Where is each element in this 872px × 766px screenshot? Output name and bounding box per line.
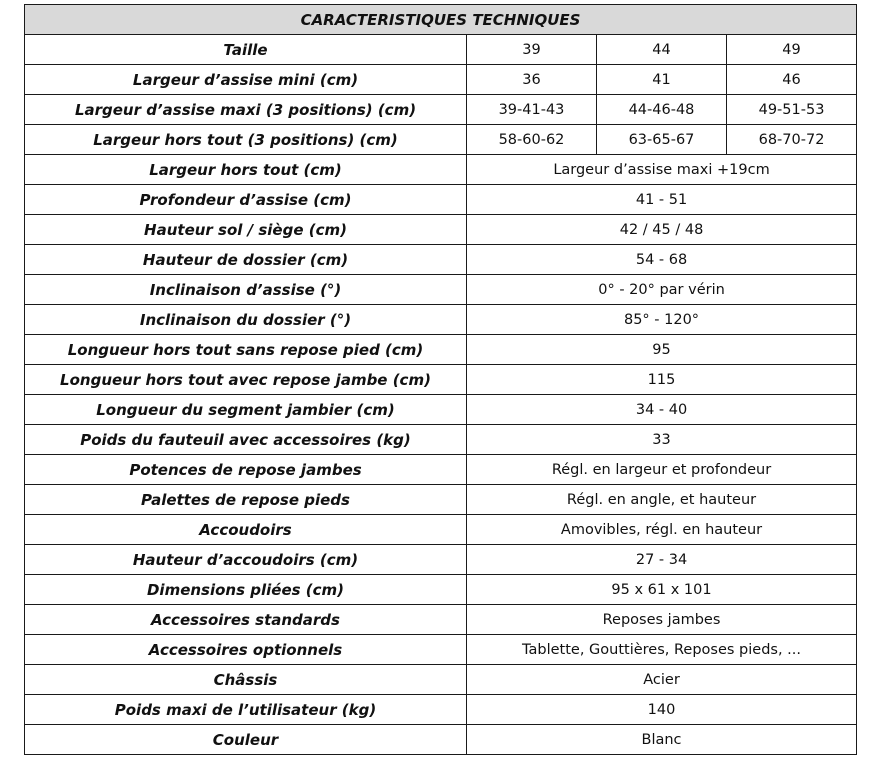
table-row: [25, 305, 857, 335]
row-value: Largeur d’assise maxi +19cm: [467, 155, 857, 185]
row-value: 85° - 120°: [467, 305, 857, 335]
row-label: Largeur hors tout (cm): [25, 155, 467, 185]
row-value: 33: [467, 425, 857, 455]
size-value: 44-46-48: [597, 95, 727, 125]
row-label: Accessoires optionnels: [25, 635, 467, 665]
spec-table: [24, 4, 857, 755]
table-row: [25, 65, 857, 95]
row-value: 54 - 68: [467, 245, 857, 275]
row-label: Potences de repose jambes: [25, 455, 467, 485]
row-value: 0° - 20° par vérin: [467, 275, 857, 305]
table-row: [25, 605, 857, 635]
table-row: [25, 35, 857, 65]
row-value: Reposes jambes: [467, 605, 857, 635]
table-row: [25, 215, 857, 245]
table-row: [25, 635, 857, 665]
table-row: [25, 185, 857, 215]
table-row: [25, 125, 857, 155]
size-value: 49-51-53: [727, 95, 857, 125]
table-row: [25, 665, 857, 695]
row-label: Palettes de repose pieds: [25, 485, 467, 515]
table-row: [25, 425, 857, 455]
row-value: Blanc: [467, 725, 857, 755]
row-label: Longueur du segment jambier (cm): [25, 395, 467, 425]
size-value: 36: [467, 65, 597, 95]
row-value: 140: [467, 695, 857, 725]
size-value: 39-41-43: [467, 95, 597, 125]
row-value: 34 - 40: [467, 395, 857, 425]
row-value: Amovibles, régl. en hauteur: [467, 515, 857, 545]
row-label: Hauteur sol / siège (cm): [25, 215, 467, 245]
table-row: [25, 485, 857, 515]
size-value: 68-70-72: [727, 125, 857, 155]
row-label: Profondeur d’assise (cm): [25, 185, 467, 215]
row-value: Régl. en angle, et hauteur: [467, 485, 857, 515]
table-row: [25, 545, 857, 575]
row-label: Largeur hors tout (3 positions) (cm): [25, 125, 467, 155]
row-label: Accessoires standards: [25, 605, 467, 635]
table-row: [25, 455, 857, 485]
row-label: Largeur d’assise mini (cm): [25, 65, 467, 95]
table-row: [25, 575, 857, 605]
row-label: Poids du fauteuil avec accessoires (kg): [25, 425, 467, 455]
row-value: 95: [467, 335, 857, 365]
table-row: [25, 395, 857, 425]
table-title: CARACTERISTIQUES TECHNIQUES: [25, 5, 857, 35]
row-value: 95 x 61 x 101: [467, 575, 857, 605]
row-value: 42 / 45 / 48: [467, 215, 857, 245]
row-label: Inclinaison d’assise (°): [25, 275, 467, 305]
size-value: 44: [597, 35, 727, 65]
row-label: Longueur hors tout avec repose jambe (cm): [25, 365, 467, 395]
table-row: [25, 515, 857, 545]
row-label: Poids maxi de l’utilisateur (kg): [25, 695, 467, 725]
row-value: 41 - 51: [467, 185, 857, 215]
table-row: [25, 365, 857, 395]
row-label: Châssis: [25, 665, 467, 695]
table-row: [25, 95, 857, 125]
row-label: Hauteur de dossier (cm): [25, 245, 467, 275]
table-header-row: [25, 5, 857, 35]
row-label: Taille: [25, 35, 467, 65]
row-label: Couleur: [25, 725, 467, 755]
size-value: 41: [597, 65, 727, 95]
row-label: Hauteur d’accoudoirs (cm): [25, 545, 467, 575]
table-row: [25, 335, 857, 365]
table-row: [25, 245, 857, 275]
size-value: 63-65-67: [597, 125, 727, 155]
size-value: 39: [467, 35, 597, 65]
row-label: Accoudoirs: [25, 515, 467, 545]
row-value: 115: [467, 365, 857, 395]
row-label: Longueur hors tout sans repose pied (cm): [25, 335, 467, 365]
row-value: Régl. en largeur et profondeur: [467, 455, 857, 485]
size-value: 49: [727, 35, 857, 65]
size-value: 58-60-62: [467, 125, 597, 155]
row-label: Inclinaison du dossier (°): [25, 305, 467, 335]
row-value: Tablette, Gouttières, Reposes pieds, ...: [467, 635, 857, 665]
table-row: [25, 695, 857, 725]
table-row: [25, 275, 857, 305]
row-value: Acier: [467, 665, 857, 695]
row-label: Largeur d’assise maxi (3 positions) (cm): [25, 95, 467, 125]
table-row: [25, 155, 857, 185]
row-value: 27 - 34: [467, 545, 857, 575]
row-label: Dimensions pliées (cm): [25, 575, 467, 605]
size-value: 46: [727, 65, 857, 95]
table-row: [25, 725, 857, 755]
